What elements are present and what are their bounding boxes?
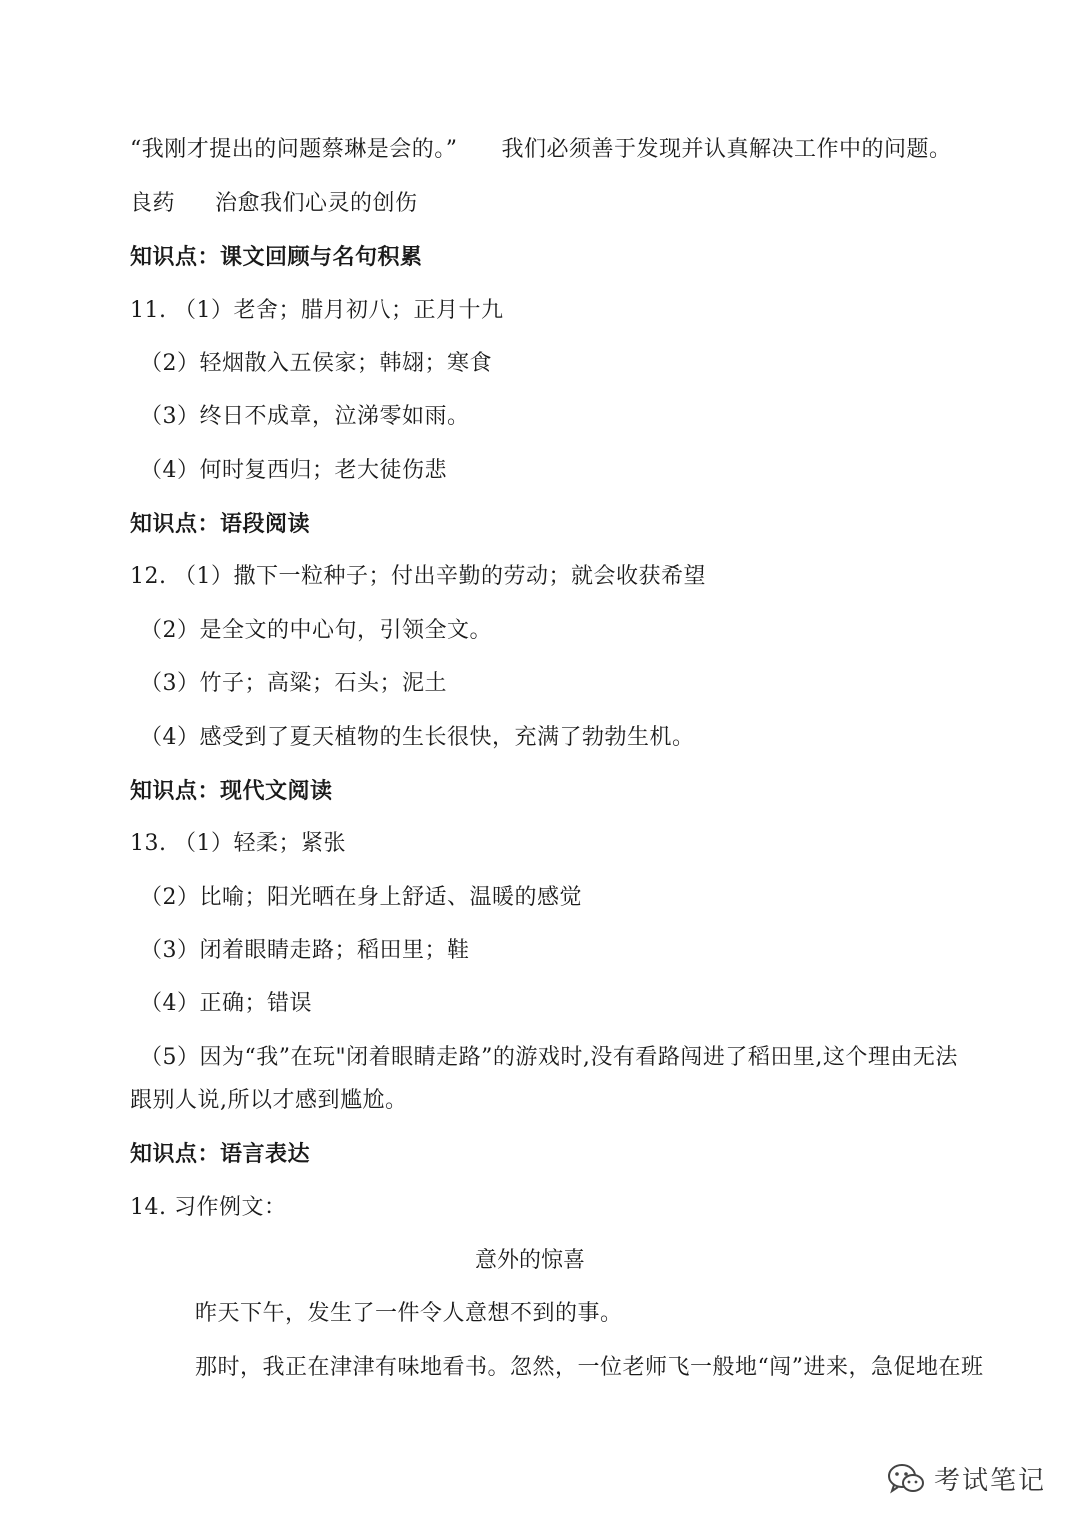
answer-item: 13. （1）轻柔；紧张 [130,831,346,856]
answer-item: 12. （1）撒下一粒种子；付出辛勤的劳动；就会收获希望 [130,564,706,589]
answer-item: （4）正确；错误 [140,991,312,1016]
answer-item: （2）轻烟散入五侯家；韩翃；寒食 [140,351,492,376]
section-heading: 知识点：语段阅读 [130,511,311,537]
answer-item: （4）何时复西归；老大徒伤悲 [140,458,447,483]
essay-paragraph: 昨天下午，发生了一件令人意想不到的事。 [195,1301,623,1326]
text-line [130,189,418,219]
answer-item: （2）比喻；阳光晒在身上舒适、温暖的感觉 [140,885,582,910]
answer-item: （3）终日不成章，泣涕零如雨。 [140,404,470,429]
essay-title: 意外的惊喜 [474,1248,585,1273]
essay-paragraph: 那时，我正在津津有味地看书。忽然，一位老师飞一般地“闯”进来，急促地在班 [195,1355,984,1380]
answer-item: （5）因为“我”在玩"闭着眼睛走路”的游戏时,没有看路闯进了稻田里,这个理由无法 [140,1045,958,1070]
term: 良药 [130,191,176,216]
section-heading: 知识点：现代文阅读 [130,778,333,804]
section-heading: 知识点：语言表达 [130,1141,311,1167]
answer-item: （3）竹子；高粱；石头；泥土 [140,671,447,696]
answer-item: 11. （1）老舍；腊月初八；正月十九 [130,298,504,323]
watermark [886,1460,1046,1497]
text-line [130,135,952,165]
answer-item: （2）是全文的中心句，引领全文。 [140,618,492,643]
answer-sentence: 我们必须善于发现并认真解决工作中的问题。 [501,137,952,162]
section-heading: 知识点：课文回顾与名句积累 [130,244,423,270]
quoted-sentence: “我刚才提出的问题蔡琳是会的。” [130,137,458,162]
answer-item: （3）闭着眼睛走路；稻田里；鞋 [140,938,470,963]
term-explanation: 治愈我们心灵的创伤 [215,191,418,216]
answer-item: 14. 习作例文： [130,1195,287,1220]
answer-item-continuation: 跟别人说,所以才感到尴尬。 [130,1088,408,1113]
answer-item: （4）感受到了夏天植物的生长很快，充满了勃勃生机。 [140,725,695,750]
watermark-text: 考试笔记 [933,1466,1046,1496]
wechat-icon [886,1462,926,1496]
